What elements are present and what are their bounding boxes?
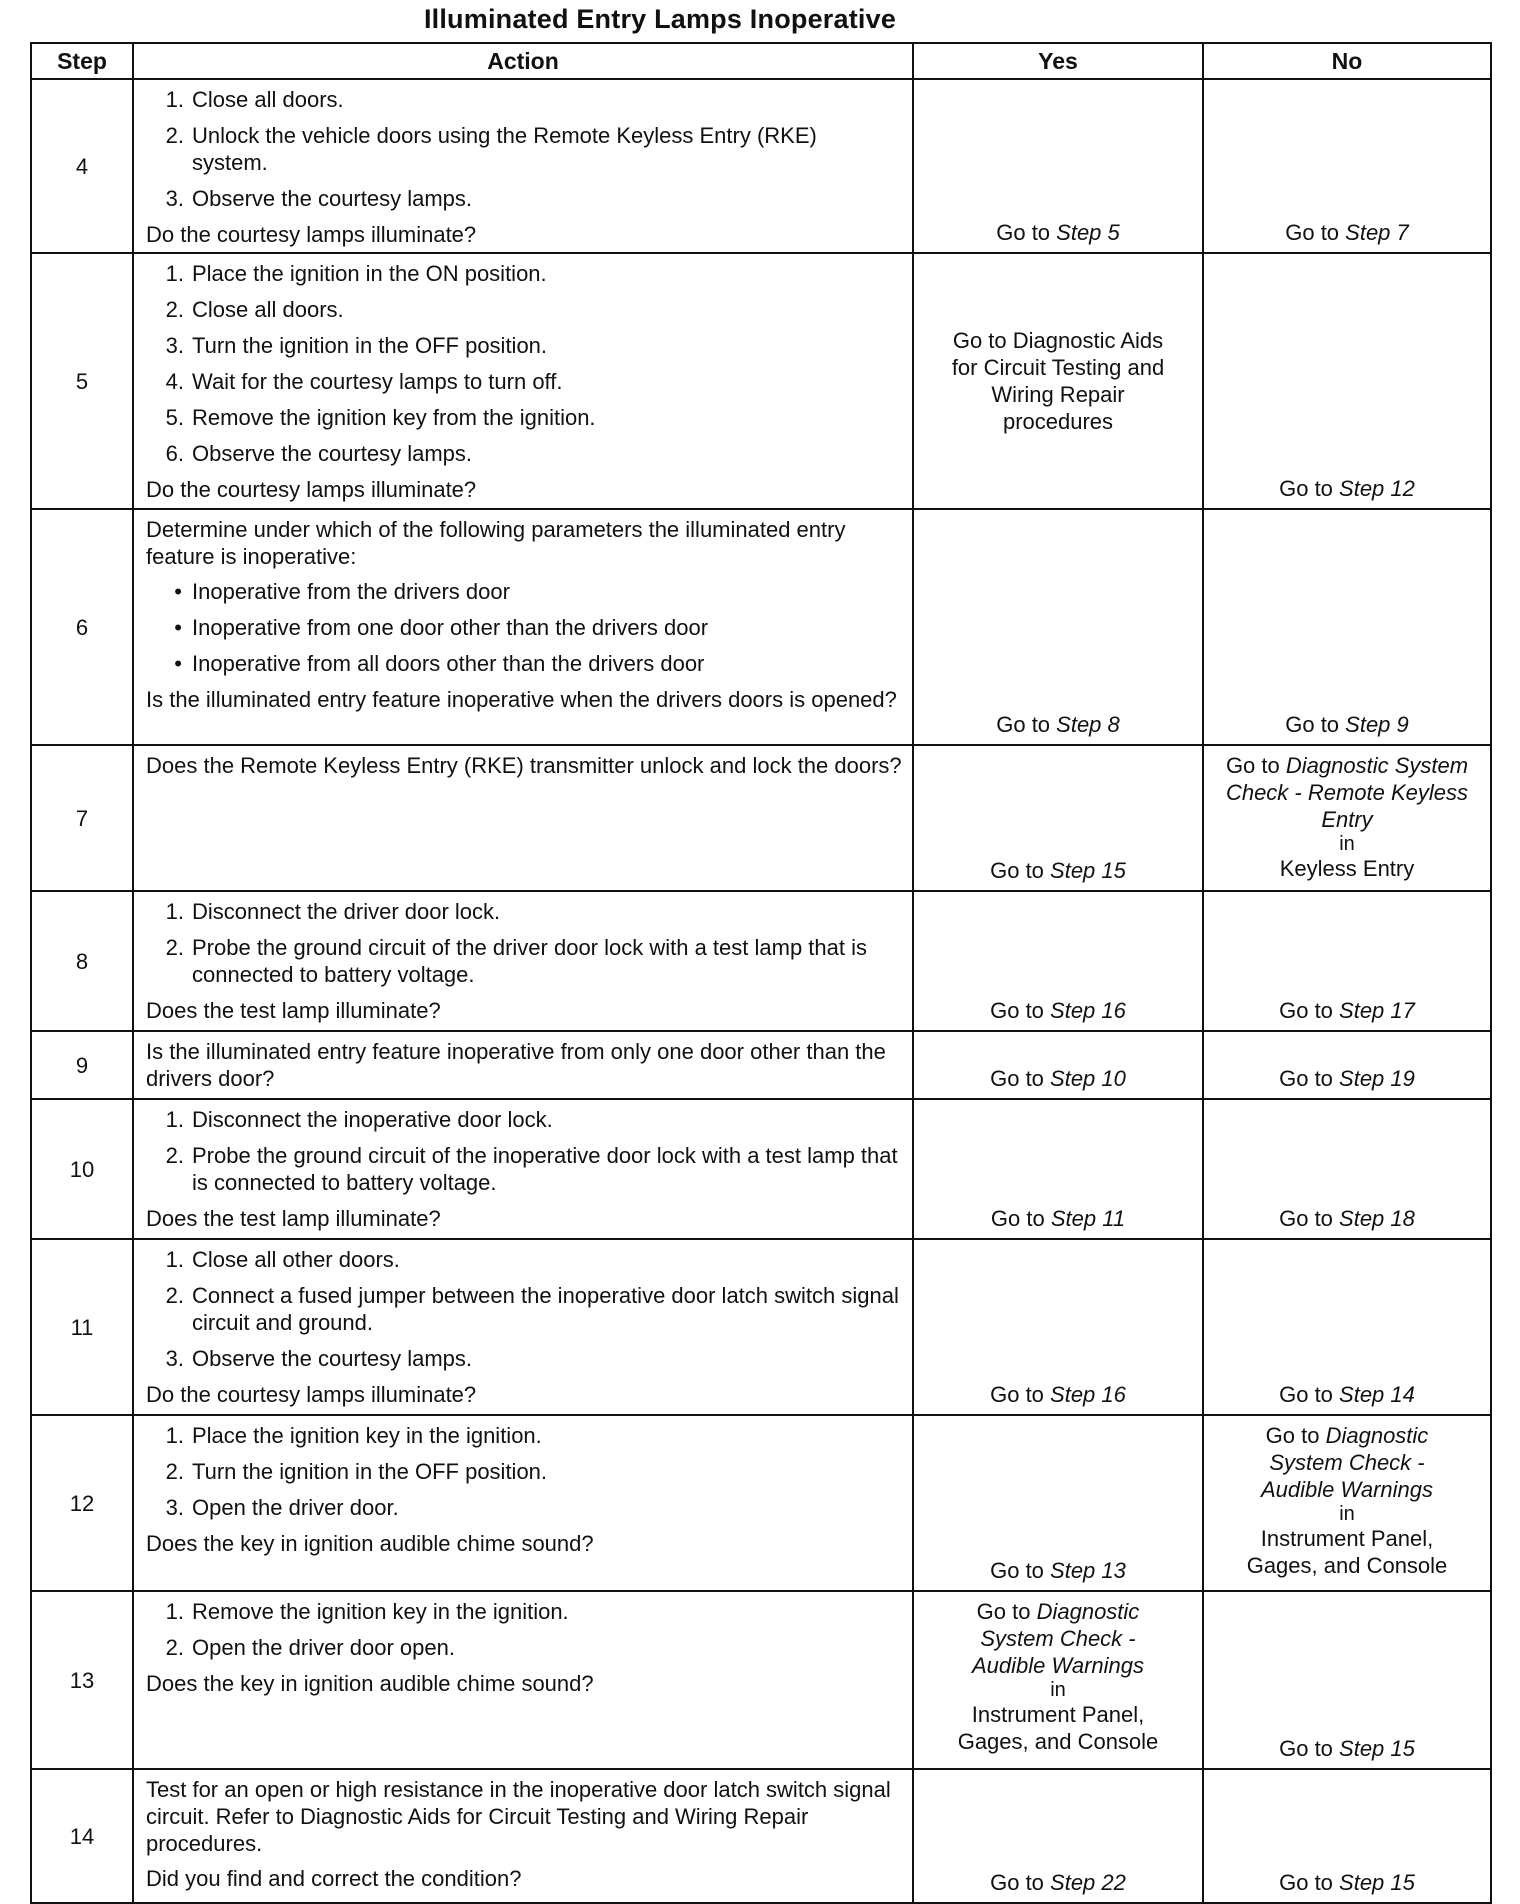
step-link[interactable]: Step 5 (1056, 220, 1120, 245)
header-no: No (1203, 43, 1491, 79)
step-link[interactable]: Step 18 (1339, 1206, 1415, 1231)
action-cell (133, 1099, 913, 1239)
no-cell: Go to Step 9 (1203, 509, 1491, 745)
action-cell (133, 1769, 913, 1903)
list-item: 2. Open the driver door open. (165, 1635, 455, 1660)
action-list (146, 260, 902, 467)
question-text: Did you find and correct the condition? (146, 1866, 522, 1891)
list-item: 5. Remove the ignition key from the ignition. (165, 405, 596, 430)
step-link[interactable]: Step 16 (1050, 1382, 1126, 1407)
yes-cell: Go to Step 16 (913, 891, 1203, 1031)
step-link[interactable]: Step 7 (1345, 220, 1409, 245)
action-list (146, 1598, 902, 1661)
no-cell: Go to Diagnostic System Check - Remote Keyless Entry in Keyless Entry (1203, 745, 1491, 891)
no-cell: Go to Step 12 (1203, 253, 1491, 509)
action-cell (133, 891, 913, 1031)
table-row (31, 1591, 1491, 1769)
section-reference: Instrument Panel, Gages, and Console (1246, 1526, 1448, 1578)
diagnostic-system-check-link[interactable]: Diagnostic System Check - Audible Warnings (971, 1599, 1145, 1678)
step-number: 11 (31, 1239, 133, 1415)
yes-cell: Go to Diagnostic System Check - Audible Warnings in Instrument Panel, Gages, and Console (913, 1591, 1203, 1769)
header-step: Step (31, 43, 133, 79)
list-item: 1. Disconnect the driver door lock. (165, 899, 501, 924)
table-row (31, 891, 1491, 1031)
list-item: 1. Place the ignition key in the ignition. (165, 1423, 542, 1448)
no-cell: Go to Step 15 (1203, 1591, 1491, 1769)
bullet-list (146, 578, 902, 677)
yes-cell: Go to Step 15 (913, 745, 1203, 891)
section-reference: Instrument Panel, Gages, and Console (957, 1702, 1159, 1754)
step-number: 5 (31, 253, 133, 509)
step-number: 13 (31, 1591, 133, 1769)
step-number: 12 (31, 1415, 133, 1591)
header-row (31, 43, 1491, 79)
question-text: Does the key in ignition audible chime sound? (146, 1671, 594, 1696)
action-cell (133, 745, 913, 891)
diagnostic-table (30, 42, 1492, 1904)
action-cell (133, 1415, 913, 1591)
list-item: 3. Observe the courtesy lamps. (165, 1346, 473, 1371)
step-link[interactable]: Step 13 (1050, 1558, 1126, 1583)
step-number: 6 (31, 509, 133, 745)
list-item: 4. Wait for the courtesy lamps to turn off. (165, 369, 563, 394)
step-number: 8 (31, 891, 133, 1031)
action-cell (133, 1239, 913, 1415)
action-list (146, 1106, 902, 1196)
step-link[interactable]: Step 12 (1339, 476, 1415, 501)
step-link[interactable]: Step 11 (1050, 1206, 1126, 1231)
no-cell: Go to Step 7 (1203, 79, 1491, 253)
step-number: 14 (31, 1769, 133, 1903)
no-cell: Go to Diagnostic System Check - Audible Warnings in Instrument Panel, Gages, and Console (1203, 1415, 1491, 1591)
action-list (146, 1246, 902, 1372)
header-yes: Yes (913, 43, 1203, 79)
step-link[interactable]: Step 17 (1339, 998, 1415, 1023)
question-text: Does the test lamp illuminate? (146, 998, 441, 1023)
list-item: 3. Turn the ignition in the OFF position. (165, 333, 548, 358)
section-reference: Keyless Entry (1279, 856, 1415, 881)
list-item: 1. Close all doors. (165, 87, 344, 112)
action-cell (133, 1591, 913, 1769)
list-item: 3. Observe the courtesy lamps. (165, 186, 473, 211)
yes-cell: Go to Step 5 (913, 79, 1203, 253)
table-row (31, 1099, 1491, 1239)
step-link[interactable]: Step 8 (1056, 712, 1120, 737)
list-item: • Inoperative from all doors other than the drivers door (174, 651, 705, 676)
question-text: Does the test lamp illuminate? (146, 1206, 441, 1231)
action-cell (133, 1031, 913, 1099)
step-link[interactable]: Step 15 (1339, 1736, 1415, 1761)
no-cell: Go to Step 17 (1203, 891, 1491, 1031)
question-text: Is the illuminated entry feature inoperative when the drivers doors is opened? (146, 687, 897, 712)
step-number: 10 (31, 1099, 133, 1239)
table-row (31, 79, 1491, 253)
document-title: Illuminated Entry Lamps Inoperative (423, 4, 897, 34)
question-text: Do the courtesy lamps illuminate? (146, 1382, 477, 1407)
step-number: 4 (31, 79, 133, 253)
intro-text: Test for an open or high resistance in the inoperative door latch switch signal circuit. Refer to Diagnostic Aids for Circuit Testing and Wiring Repair procedures. (146, 1777, 891, 1856)
table-row (31, 1239, 1491, 1415)
step-link[interactable]: Step 15 (1050, 858, 1126, 883)
table-row (31, 1031, 1491, 1099)
header-action: Action (133, 43, 913, 79)
yes-cell (913, 253, 1203, 509)
table-row (31, 745, 1491, 891)
action-cell (133, 509, 913, 745)
no-cell: Go to Step 19 (1203, 1031, 1491, 1099)
step-link[interactable]: Step 14 (1339, 1382, 1415, 1407)
step-link[interactable]: Step 9 (1345, 712, 1409, 737)
list-item: 2. Connect a fused jumper between the inoperative door latch switch signal circuit and ground. (165, 1283, 899, 1335)
list-item: • Inoperative from one door other than the drivers door (174, 615, 709, 640)
table-row (31, 509, 1491, 745)
yes-cell: Go to Step 22 (913, 1769, 1203, 1903)
question-text: Do the courtesy lamps illuminate? (146, 477, 477, 502)
question-text: Does the Remote Keyless Entry (RKE) transmitter unlock and lock the doors? (146, 753, 902, 778)
yes-cell: Go to Step 10 (913, 1031, 1203, 1099)
diagnostic-system-check-link[interactable]: Diagnostic System Check - Audible Warnings (1260, 1423, 1434, 1502)
list-item: 3. Open the driver door. (165, 1495, 399, 1520)
diagnostic-aids-link[interactable]: Go to Diagnostic Aids for Circuit Testing and Wiring Repair procedures (951, 328, 1165, 434)
yes-cell: Go to Step 11 (913, 1099, 1203, 1239)
step-number: 9 (31, 1031, 133, 1099)
list-item: 2. Turn the ignition in the OFF position. (165, 1459, 548, 1484)
action-cell (133, 79, 913, 253)
list-item: 6. Observe the courtesy lamps. (165, 441, 473, 466)
question-text: Do the courtesy lamps illuminate? (146, 222, 477, 247)
question-text: Does the key in ignition audible chime sound? (146, 1531, 594, 1556)
list-item: 1. Remove the ignition key in the ignition. (165, 1599, 569, 1624)
list-item: 2. Probe the ground circuit of the driver door lock with a test lamp that is connected to battery voltage. (165, 935, 867, 987)
step-link[interactable]: Step 19 (1339, 1066, 1415, 1091)
list-item: 2. Probe the ground circuit of the inoperative door lock with a test lamp that is connected to battery voltage. (165, 1143, 898, 1195)
no-cell: Go to Step 18 (1203, 1099, 1491, 1239)
yes-cell: Go to Step 8 (913, 509, 1203, 745)
action-list (146, 898, 902, 988)
action-list (146, 1422, 902, 1521)
list-item: 2. Unlock the vehicle doors using the Remote Keyless Entry (RKE) system. (165, 123, 817, 175)
step-number: 7 (31, 745, 133, 891)
intro-text: Determine under which of the following parameters the illuminated entry feature is inoperative: (146, 517, 846, 569)
list-item: • Inoperative from the drivers door (174, 579, 510, 604)
question-text: Is the illuminated entry feature inoperative from only one door other than the drivers door? (146, 1039, 886, 1091)
table-row (31, 1415, 1491, 1591)
no-cell: Go to Step 15 (1203, 1769, 1491, 1903)
step-link[interactable]: Step 16 (1050, 998, 1126, 1023)
list-item: 1. Place the ignition in the ON position. (165, 261, 547, 286)
no-cell: Go to Step 14 (1203, 1239, 1491, 1415)
action-list (146, 86, 902, 212)
step-link[interactable]: Step 22 (1050, 1870, 1126, 1895)
table-row (31, 253, 1491, 509)
list-item: 1. Disconnect the inoperative door lock. (165, 1107, 553, 1132)
diagnostic-system-check-link[interactable]: Diagnostic System Check - Remote Keyless Entry (1225, 753, 1469, 832)
step-link[interactable]: Step 15 (1339, 1870, 1415, 1895)
table-row (31, 1769, 1491, 1903)
step-link[interactable]: Step 10 (1050, 1066, 1126, 1091)
list-item: 2. Close all doors. (165, 297, 344, 322)
yes-cell: Go to Step 16 (913, 1239, 1203, 1415)
list-item: 1. Close all other doors. (165, 1247, 400, 1272)
yes-cell: Go to Step 13 (913, 1415, 1203, 1591)
action-cell (133, 253, 913, 509)
